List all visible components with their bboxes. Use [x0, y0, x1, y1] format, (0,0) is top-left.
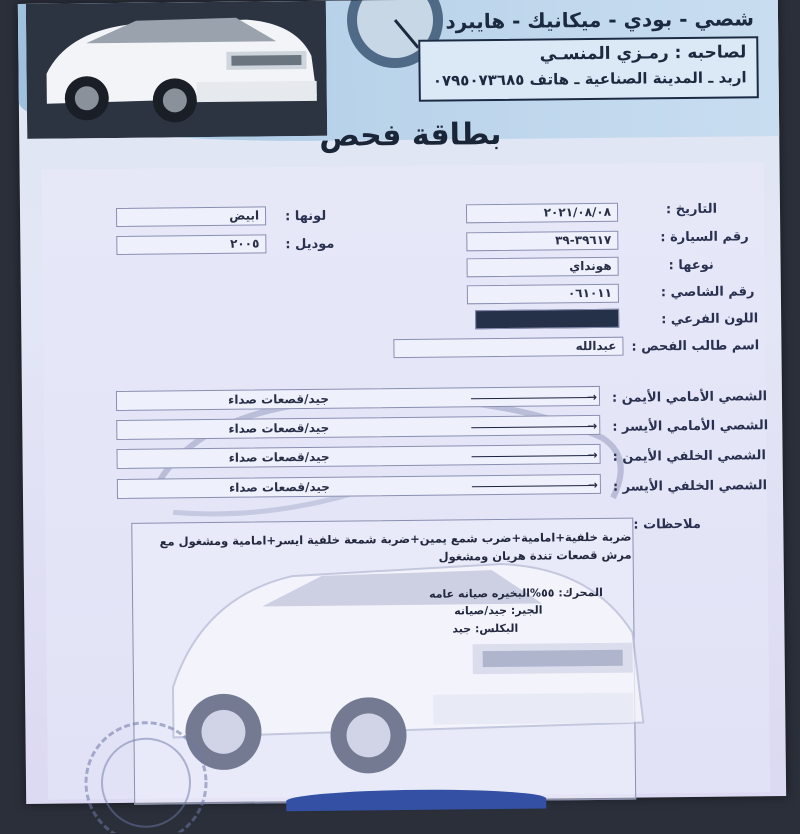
notes-label: ملاحظات : [633, 516, 702, 533]
arrow-icon: → [586, 389, 598, 405]
handwritten-line [471, 426, 593, 428]
engine-note: المحرك: ٥٥%البخيره صيانه عامه [428, 585, 603, 601]
chassis-check-label-1: الشصي الأمامي الأيمن : [611, 389, 768, 406]
model-label: موديل : [285, 236, 335, 253]
owner-line: لصاحبه : رمـزي المنسـي [539, 42, 747, 65]
arrow-icon: → [587, 447, 598, 463]
owner-box [418, 36, 759, 102]
chassis-check-value-1: جيد/قصعات صداء [228, 391, 330, 407]
chassis-check-value-3: جيد/قصعات صداء [228, 449, 330, 465]
chassis-check-label-2: الشصي الأمامي الأيسر : [612, 418, 769, 435]
arrow-icon: → [587, 418, 598, 434]
chassis-check-value-2: جيد/قصعات صداء [228, 420, 330, 436]
model-value: ٢٠٠٥ [116, 234, 266, 255]
notes-line-1: ضربة خلفية+امامية+ضرب شمع يمين+ضربة شمعة خلفية ايسر+امامية ومشغول مع [159, 529, 632, 549]
color-label: لونها : [284, 208, 327, 225]
stamp-seal [75, 712, 216, 833]
color-value: ابيض [116, 206, 266, 227]
header-car-photo [26, 1, 327, 139]
type-label: نوعها : [668, 257, 714, 274]
plate-label: رقم السيارة : [660, 229, 749, 246]
chassis-check-label-3: الشصي الخلفي الأيمن : [612, 448, 766, 465]
requester-label: اسم طالب الفحص : [631, 338, 760, 355]
notes-line-2: مرش قصعات تندة هريان ومشغول [438, 547, 632, 564]
chassis-check-label-4: الشصي الخلفي الأيسر : [612, 478, 768, 495]
watermark-car [141, 532, 664, 787]
handwritten-line [472, 485, 594, 487]
arrow-icon: → [587, 477, 598, 493]
date-label: التاريخ : [665, 201, 718, 218]
handwritten-line [471, 397, 593, 399]
date-value: ٢٠٢١/٠٨/٠٨ [466, 203, 618, 224]
plate-value: ٣٩٦١٧-٣٩ [466, 231, 618, 252]
inspection-card [18, 0, 786, 804]
chassis-value: ٠٦١٠١١ [467, 284, 619, 305]
page-title: بطاقة فحص [319, 116, 502, 154]
subcolor-label: اللون الفرعي : [661, 311, 759, 328]
gear-note: الجير: جيد/صيانه [454, 603, 543, 618]
subcolor-swatch [475, 309, 619, 330]
brakes-note: البكلس: جيد [452, 621, 519, 636]
chassis-check-value-4: جيد/قصعات صداء [228, 479, 330, 495]
address-line: اربد ـ المدينة الصناعية ـ هاتف ٠٧٩٥٠٧٣٦٨٥ [432, 68, 747, 90]
services-heading: شصي - بودي - ميكانيك - هايبرد [445, 6, 755, 34]
chassis-label: رقم الشاصي : [660, 284, 755, 301]
type-value: هونداي [467, 257, 619, 278]
handwritten-line [472, 455, 594, 457]
requester-value: عبدالله [393, 337, 623, 358]
